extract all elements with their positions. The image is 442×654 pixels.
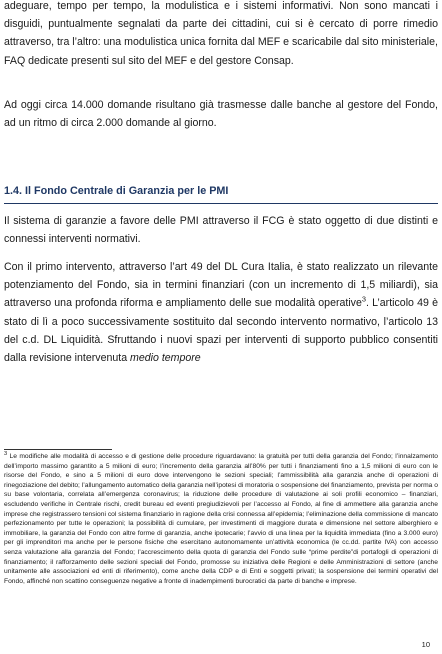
paragraph-text: Con il primo intervento, attraverso l’art 49 del DL Cura Italia, è stato realizzato un rilevante potenziamento del Fondo, sia in termini finanziari (con un incremento di 1,5 miliardi), sia attraverso una profonda riforma e ampliamento delle sue modalità operative	[4, 261, 438, 310]
italic-term: medio tempore	[130, 352, 201, 365]
footnote	[4, 452, 438, 586]
footnote-text: Le modifiche alle modalità di accesso e di gestione delle procedure riguardavano: la gratuità per tutti della garanzia del Fondo; l’innalzamento dell’importo massimo garantito a 5 milioni di euro; l’incremento della garanzia all’80% per tutti i finanziamenti fino a 1,5 milioni di euro con le risorse del Fondo, e sino a 5 milioni di euro dove intervengono le sezioni speciali; l’ammissibilità alla garanzia anche di operazioni di rinegoziazione del debito; l’allungamento automatico della garanzia nell’ipotesi di moratoria o sospensione del finanziamento, prevista per norma o su base volontaria, correlata all’emergenza coronavirus; la riduzione delle procedure di valutazione ai soli profili economico – finanziari, escludendo verifiche in Centrale rischi, credit bureau ed eventi pregiudizievoli per l’accesso al Fondo, al fine di ammettere alla garanzia anche imprese che registrassero tensioni col sistema finanziario in ragione della crisi connessa all’epidemia; l’eliminazione della commissione di mancato perfezionamento per tutte le operazioni; la possibilità di cumulare, per investimenti di maggiore durata e dimensione nel settore alberghiero e immobiliare, la garanzia del Fondo con altre forme di garanzia, anche ipotecarie; l’avvio di una linea per la liquidità immediata (fino a 3.000 euro) per gli imprenditori ma anche per le persone fisiche che esercitano autonomamente un’attività economica (le cc.dd. partite IVA) con accesso senza valutazione alla garanzia del Fondo; l’accrescimento della quota di garanzia del Fondo sulle “prime perdite”di portafogli di operazioni di finanziamento; il rafforzamento delle sezioni speciali del Fondo, promosse su iniziativa delle Regioni e delle Amministrazioni di settore (anche unitamente alle associazioni ed enti di riferimento), come anche della CDP e di Enti e soggetti privati; la sospensione dei termini operativi del Fondo, affinché non scattino conseguenze negative a fronte di inadempimenti burocratici da parte di banche e imprese.	[4, 453, 438, 585]
paragraph-primo-intervento	[4, 258, 438, 367]
paragraph-modulistica: adeguare, tempo per tempo, la modulistica e i sistemi informativi. Non sono mancati i disguidi, puntualmente segnalati da parte dei cittadini, cui si è cercato di porre rimedio attraverso, tra l’altro: una modulistica unica fornita dal MEF e scaricabile dal sito ministeriale, FAQ dedicate presenti sul sito del MEF e del gestore Consap.	[4, 0, 438, 67]
paragraph-sistema-garanzie: Il sistema di garanzie a favore delle PMI attraverso il FCG è stato oggetto di due distinti e connessi interventi normativi.	[4, 215, 438, 246]
paragraph-text-continued: . L’articolo 49 è stato di lì a poco successivamente sostituito dal secondo intervento normativo, l’articolo 13 del c.d. DL Liquidità. Sfruttando i nuovi spazi per interventi di supporto pubblico consentiti dalla revisione intervenuta	[4, 297, 438, 365]
page-number: 10	[421, 640, 430, 649]
footnote-reference[interactable]: 3	[361, 294, 366, 304]
paragraph-domande-trasmesse: Ad oggi circa 14.000 domande risultano già trasmesse dalle banche al gestore del Fondo, ad un ritmo di circa 2.000 domande al giorno.	[4, 99, 438, 130]
footnote-separator	[4, 449, 112, 450]
footnote-number: 3	[4, 450, 8, 457]
section-heading: 1.4. Il Fondo Centrale di Garanzia per le PMI	[4, 184, 438, 204]
